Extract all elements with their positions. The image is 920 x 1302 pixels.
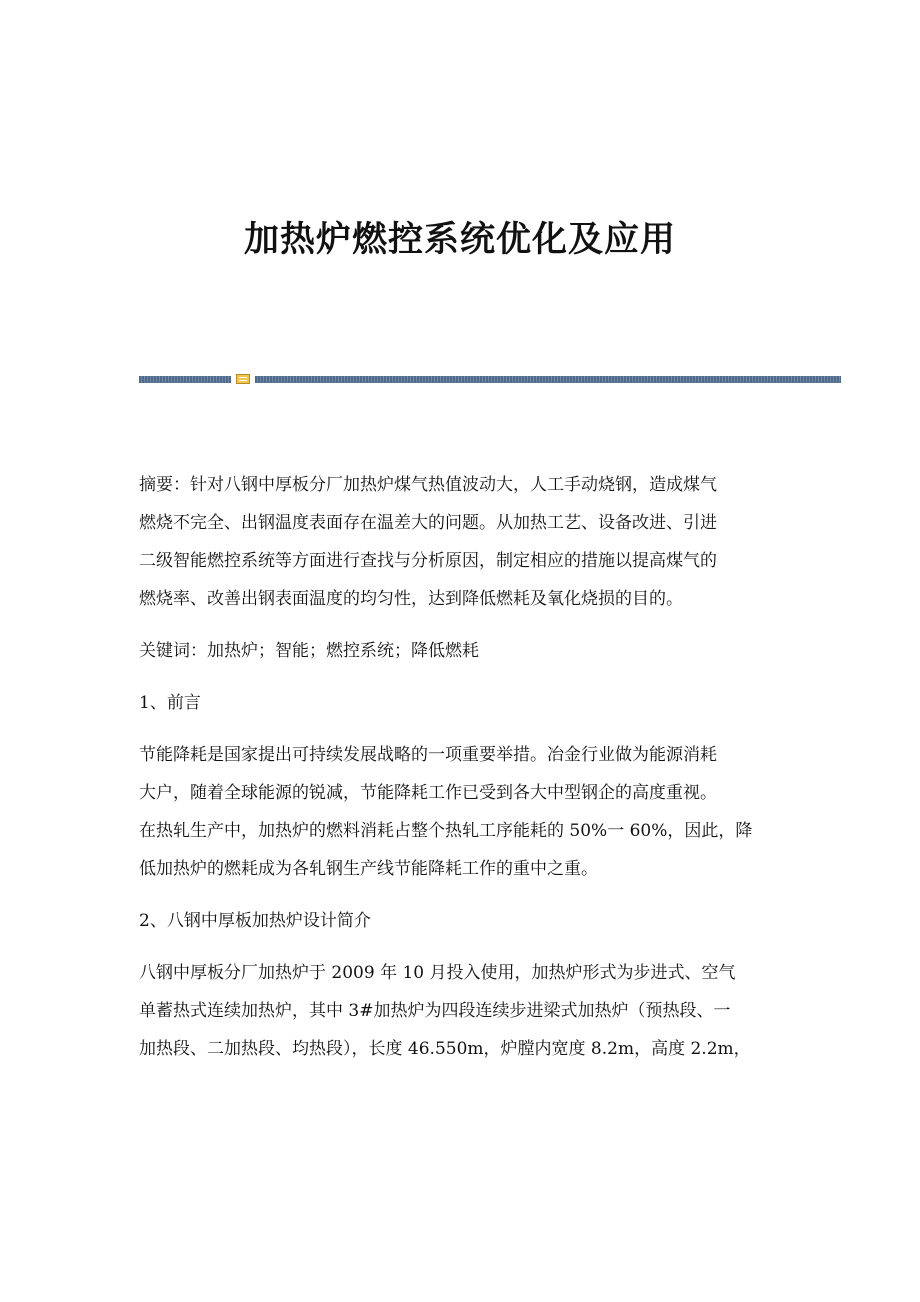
abstract-paragraph (139, 466, 789, 618)
keywords-line (139, 632, 789, 670)
title-divider (139, 374, 841, 384)
section-1-paragraph (139, 736, 789, 888)
abstract-line: 二级智能燃控系统等方面进行查找与分析原因，制定相应的措施以提高煤气的 (139, 551, 717, 571)
paragraph-line: 节能降耗是国家提出可持续发展战略的一项重要举措。冶金行业做为能源消耗 (139, 745, 717, 765)
paragraph-line: 单蓄热式连续加热炉，其中 3#加热炉为四段连续步进梁式加热炉（预热段、一 (139, 1001, 731, 1021)
section-heading-text: 2、八钢中厚板加热炉设计简介 (139, 911, 371, 931)
section-heading-text: 1、前言 (139, 693, 201, 713)
document-title: 加热炉燃控系统优化及应用 (243, 220, 676, 260)
keywords-text: 关键词：加热炉；智能；燃控系统；降低燃耗 (139, 641, 479, 661)
section-2-paragraph (139, 954, 789, 1068)
paragraph-line: 大户，随着全球能源的锐减，节能降耗工作已受到各大中型钢企的高度重视。 (139, 783, 717, 803)
section-1-heading (139, 684, 789, 722)
abstract-line: 燃烧率、改善出钢表面温度的均匀性，达到降低燃耗及氧化烧损的目的。 (139, 589, 683, 609)
section-2-heading (139, 902, 789, 940)
divider-bar-left (139, 376, 231, 383)
document-body (139, 466, 789, 1082)
decorative-badge-icon (236, 374, 250, 384)
paragraph-line: 低加热炉的燃耗成为各轧钢生产线节能降耗工作的重中之重。 (139, 859, 598, 879)
paragraph-line: 加热段、二加热段、均热段），长度 46.550m，炉膛内宽度 8.2m，高度 2.2m， (139, 1039, 751, 1059)
divider-bar-right (255, 376, 841, 383)
paragraph-line: 在热轧生产中，加热炉的燃料消耗占整个热轧工序能耗的 50%一 60%，因此，降 (139, 821, 753, 841)
abstract-line: 燃烧不完全、出钢温度表面存在温差大的问题。从加热工艺、设备改进、引进 (139, 513, 717, 533)
abstract-line: 摘要：针对八钢中厚板分厂加热炉煤气热值波动大，人工手动烧钢，造成煤气 (139, 475, 717, 495)
paragraph-line: 八钢中厚板分厂加热炉于 2009 年 10 月投入使用，加热炉形式为步进式、空气 (139, 963, 736, 983)
